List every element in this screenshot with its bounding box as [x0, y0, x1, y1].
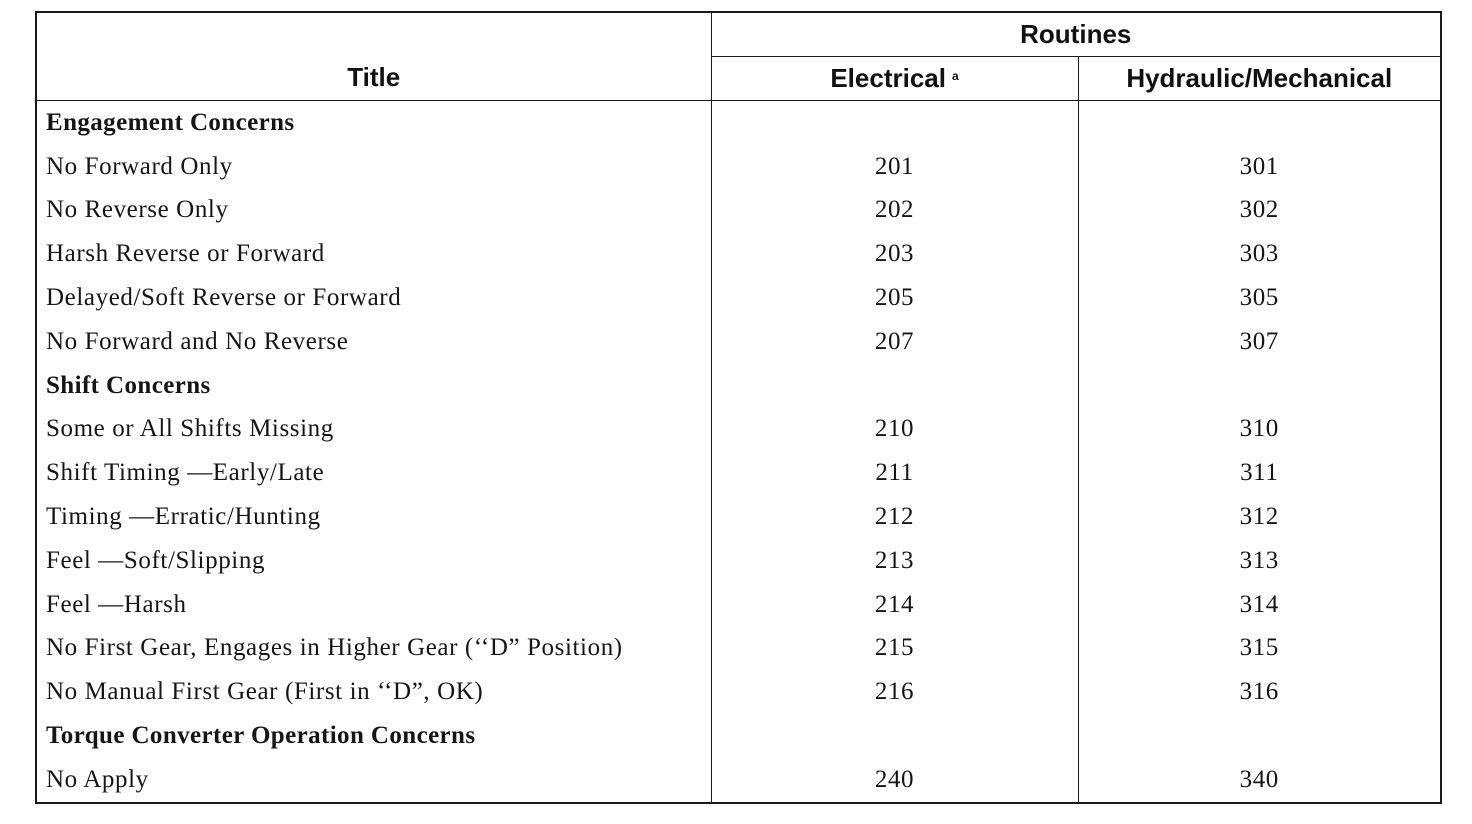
concern-title: No Forward Only [36, 145, 711, 189]
title-column-header: Title [36, 12, 711, 101]
hydraulic-routine: 310 [1239, 415, 1279, 443]
table-row [36, 583, 1441, 627]
concern-title: No Manual First Gear (First in ‘‘D”, OK) [36, 670, 711, 714]
concern-title: Some or All Shifts Missing [36, 408, 711, 452]
electrical-routine: 213 [711, 539, 1078, 583]
electrical-routine: 211 [711, 451, 1078, 495]
electrical-routine: 203 [711, 232, 1078, 276]
hydraulic-routine [1078, 714, 1441, 758]
hydraulic-routine: 313 [1239, 546, 1279, 574]
electrical-routine [711, 101, 1078, 145]
electrical-routine: 214 [711, 583, 1078, 627]
table-row [36, 408, 1441, 452]
electrical-header-label: Electrical [830, 63, 946, 93]
electrical-routine: 240 [711, 758, 1078, 803]
concern-title: Shift Timing —Early/Late [36, 451, 711, 495]
hydraulic-routine: 301 [1239, 152, 1279, 180]
table-row [36, 189, 1441, 233]
table-row [36, 232, 1441, 276]
electrical-routine: 210 [711, 408, 1078, 452]
hydraulic-routine: 302 [1239, 196, 1279, 224]
table-row [36, 451, 1441, 495]
table-body [36, 101, 1441, 803]
concern-title: No Forward and No Reverse [36, 320, 711, 364]
section-title: Torque Converter Operation Concerns [36, 714, 711, 758]
electrical-footnote-mark: a [951, 69, 959, 83]
electrical-routine: 216 [711, 670, 1078, 714]
section-header-row [36, 101, 1441, 145]
electrical-routine: 215 [711, 627, 1078, 671]
concern-title: Feel —Soft/Slipping [36, 539, 711, 583]
hydraulic-routine: 314 [1239, 590, 1279, 618]
table-row [36, 539, 1441, 583]
table-row [36, 627, 1441, 671]
concern-title: Feel —Harsh [36, 583, 711, 627]
hydraulic-routine: 312 [1239, 503, 1279, 531]
table-row [36, 145, 1441, 189]
routines-group-header: Routines [711, 12, 1441, 57]
concern-title: Harsh Reverse or Forward [36, 232, 711, 276]
hydraulic-routine: 315 [1239, 634, 1279, 662]
concern-title: No Apply [36, 758, 711, 803]
electrical-routine [711, 364, 1078, 408]
section-header-row [36, 714, 1441, 758]
electrical-routine [711, 714, 1078, 758]
section-header-row [36, 364, 1441, 408]
table-header [36, 12, 1441, 101]
electrical-routine: 212 [711, 495, 1078, 539]
table-row [36, 495, 1441, 539]
hydraulic-routine: 340 [1239, 765, 1279, 793]
electrical-routine: 205 [711, 276, 1078, 320]
electrical-column-header [711, 57, 1078, 101]
table-row [36, 276, 1441, 320]
electrical-routine: 201 [711, 145, 1078, 189]
hydraulic-routine: 305 [1239, 284, 1279, 312]
header-row-top [36, 12, 1441, 57]
hydraulic-routine: 311 [1240, 459, 1279, 487]
hydraulic-routine [1078, 101, 1441, 145]
table-row [36, 320, 1441, 364]
table-row [36, 670, 1441, 714]
electrical-routine: 207 [711, 320, 1078, 364]
hydraulic-routine [1078, 364, 1441, 408]
hydraulic-routine: 303 [1239, 240, 1279, 268]
electrical-routine: 202 [711, 189, 1078, 233]
section-title: Engagement Concerns [36, 101, 711, 145]
section-title: Shift Concerns [36, 364, 711, 408]
concern-title: Timing —Erratic/Hunting [36, 495, 711, 539]
concern-title: No First Gear, Engages in Higher Gear (‘‘D” Position) [36, 627, 711, 671]
hydraulic-routine: 307 [1239, 327, 1279, 355]
concern-title: No Reverse Only [36, 189, 711, 233]
concern-title: Delayed/Soft Reverse or Forward [36, 276, 711, 320]
table-row [36, 758, 1441, 803]
hydraulic-routine: 316 [1239, 678, 1279, 706]
routine-table [35, 11, 1442, 804]
hydraulic-column-header: Hydraulic/Mechanical [1078, 57, 1441, 101]
